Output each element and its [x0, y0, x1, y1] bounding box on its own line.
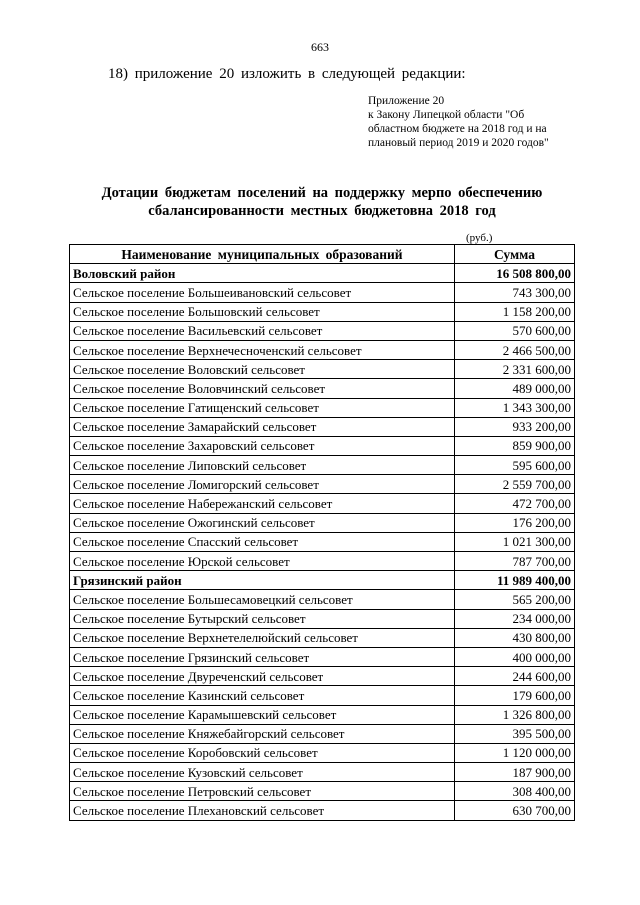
table-row [70, 609, 575, 628]
table-row [70, 302, 575, 321]
cell-amount: 933 200,00 [455, 417, 575, 436]
table-row [70, 475, 575, 494]
cell-amount: 489 000,00 [455, 379, 575, 398]
table-row [70, 417, 575, 436]
cell-amount: 11 989 400,00 [455, 571, 575, 590]
cell-name: Сельское поселение Верхнетелелюйский сельсовет [70, 628, 455, 647]
cell-amount: 187 900,00 [455, 763, 575, 782]
cell-amount: 565 200,00 [455, 590, 575, 609]
table-row [70, 667, 575, 686]
table-row [70, 360, 575, 379]
cell-amount: 176 200,00 [455, 513, 575, 532]
table-row [70, 743, 575, 762]
cell-amount: 595 600,00 [455, 456, 575, 475]
appendix-note-line: к Закону Липецкой области "Об [368, 109, 525, 121]
cell-name: Сельское поселение Верхнечесноченский сельсовет [70, 340, 455, 359]
cell-name: Сельское поселение Юрской сельсовет [70, 552, 455, 571]
cell-amount: 16 508 800,00 [455, 264, 575, 283]
table-row [70, 782, 575, 801]
cell-amount: 1 326 800,00 [455, 705, 575, 724]
table-header-row [70, 245, 575, 264]
cell-amount: 2 559 700,00 [455, 475, 575, 494]
cell-name: Сельское поселение Карамышевский сельсовет [70, 705, 455, 724]
column-header-name: Наименование муниципальных образований [70, 245, 455, 264]
cell-amount: 179 600,00 [455, 686, 575, 705]
cell-amount: 1 158 200,00 [455, 302, 575, 321]
cell-name: Сельское поселение Коробовский сельсовет [70, 743, 455, 762]
cell-amount: 2 466 500,00 [455, 340, 575, 359]
appendix-note-line: Приложение 20 [368, 95, 445, 107]
cell-amount: 1 343 300,00 [455, 398, 575, 417]
table-row [70, 321, 575, 340]
cell-name: Воловский район [70, 264, 455, 283]
cell-name: Сельское поселение Княжебайгорский сельсовет [70, 724, 455, 743]
title-line: Дотации бюджетам поселений на поддержку мерпо обеспечению [101, 185, 543, 201]
table-row [70, 494, 575, 513]
cell-name: Сельское поселение Петровский сельсовет [70, 782, 455, 801]
table-row [70, 532, 575, 551]
cell-name: Сельское поселение Набережанский сельсовет [70, 494, 455, 513]
cell-name: Сельское поселение Большовский сельсовет [70, 302, 455, 321]
cell-amount: 743 300,00 [455, 283, 575, 302]
table-row [70, 436, 575, 455]
appendix-note-line: областном бюджете на 2018 год и на [368, 123, 547, 135]
table-row [70, 590, 575, 609]
cell-name: Сельское поселение Ломигорский сельсовет [70, 475, 455, 494]
table-row [70, 340, 575, 359]
cell-name: Сельское поселение Замарайский сельсовет [70, 417, 455, 436]
district-row [70, 264, 575, 283]
cell-name: Сельское поселение Воловский сельсовет [70, 360, 455, 379]
unit-label: (руб.) [466, 232, 493, 244]
cell-name: Сельское поселение Спасский сельсовет [70, 532, 455, 551]
cell-name: Сельское поселение Большесамовецкий сельсовет [70, 590, 455, 609]
cell-name: Сельское поселение Ожогинский сельсовет [70, 513, 455, 532]
subsidy-table [69, 244, 575, 821]
cell-name: Грязинский район [70, 571, 455, 590]
cell-name: Сельское поселение Плехановский сельсовет [70, 801, 455, 820]
cell-amount: 1 120 000,00 [455, 743, 575, 762]
table-row [70, 398, 575, 417]
cell-name: Сельское поселение Большеивановский сельсовет [70, 283, 455, 302]
cell-amount: 308 400,00 [455, 782, 575, 801]
cell-name: Сельское поселение Грязинский сельсовет [70, 647, 455, 666]
cell-amount: 400 000,00 [455, 647, 575, 666]
table-row [70, 705, 575, 724]
cell-name: Сельское поселение Кузовский сельсовет [70, 763, 455, 782]
column-header-amount: Сумма [455, 245, 575, 264]
cell-name: Сельское поселение Казинский сельсовет [70, 686, 455, 705]
cell-amount: 395 500,00 [455, 724, 575, 743]
page-number: 663 [311, 40, 329, 54]
cell-amount: 234 000,00 [455, 609, 575, 628]
document-title [70, 184, 574, 220]
cell-amount: 2 331 600,00 [455, 360, 575, 379]
cell-name: Сельское поселение Захаровский сельсовет [70, 436, 455, 455]
table-body [70, 264, 575, 820]
table-row [70, 283, 575, 302]
table-row [70, 801, 575, 820]
cell-name: Сельское поселение Бутырский сельсовет [70, 609, 455, 628]
cell-amount: 1 021 300,00 [455, 532, 575, 551]
cell-amount: 787 700,00 [455, 552, 575, 571]
cell-name: Сельское поселение Воловчинский сельсовет [70, 379, 455, 398]
cell-amount: 430 800,00 [455, 628, 575, 647]
cell-name: Сельское поселение Липовский сельсовет [70, 456, 455, 475]
table-row [70, 513, 575, 532]
district-row [70, 571, 575, 590]
cell-name: Сельское поселение Двуреченский сельсовет [70, 667, 455, 686]
cell-amount: 570 600,00 [455, 321, 575, 340]
appendix-note [368, 94, 549, 150]
appendix-note-line: плановый период 2019 и 2020 годов" [368, 137, 549, 149]
cell-name: Сельское поселение Гатищенский сельсовет [70, 398, 455, 417]
cell-amount: 859 900,00 [455, 436, 575, 455]
table-row [70, 686, 575, 705]
table-row [70, 379, 575, 398]
table-row [70, 763, 575, 782]
cell-name: Сельское поселение Васильевский сельсовет [70, 321, 455, 340]
intro-text: 18) приложение 20 изложить в следующей редакции: [108, 66, 466, 82]
title-line: сбалансированности местных бюджетовна 2018 год [148, 203, 496, 219]
cell-amount: 244 600,00 [455, 667, 575, 686]
cell-amount: 630 700,00 [455, 801, 575, 820]
table-row [70, 724, 575, 743]
table-row [70, 456, 575, 475]
table-row [70, 647, 575, 666]
table-row [70, 628, 575, 647]
table-row [70, 552, 575, 571]
cell-amount: 472 700,00 [455, 494, 575, 513]
